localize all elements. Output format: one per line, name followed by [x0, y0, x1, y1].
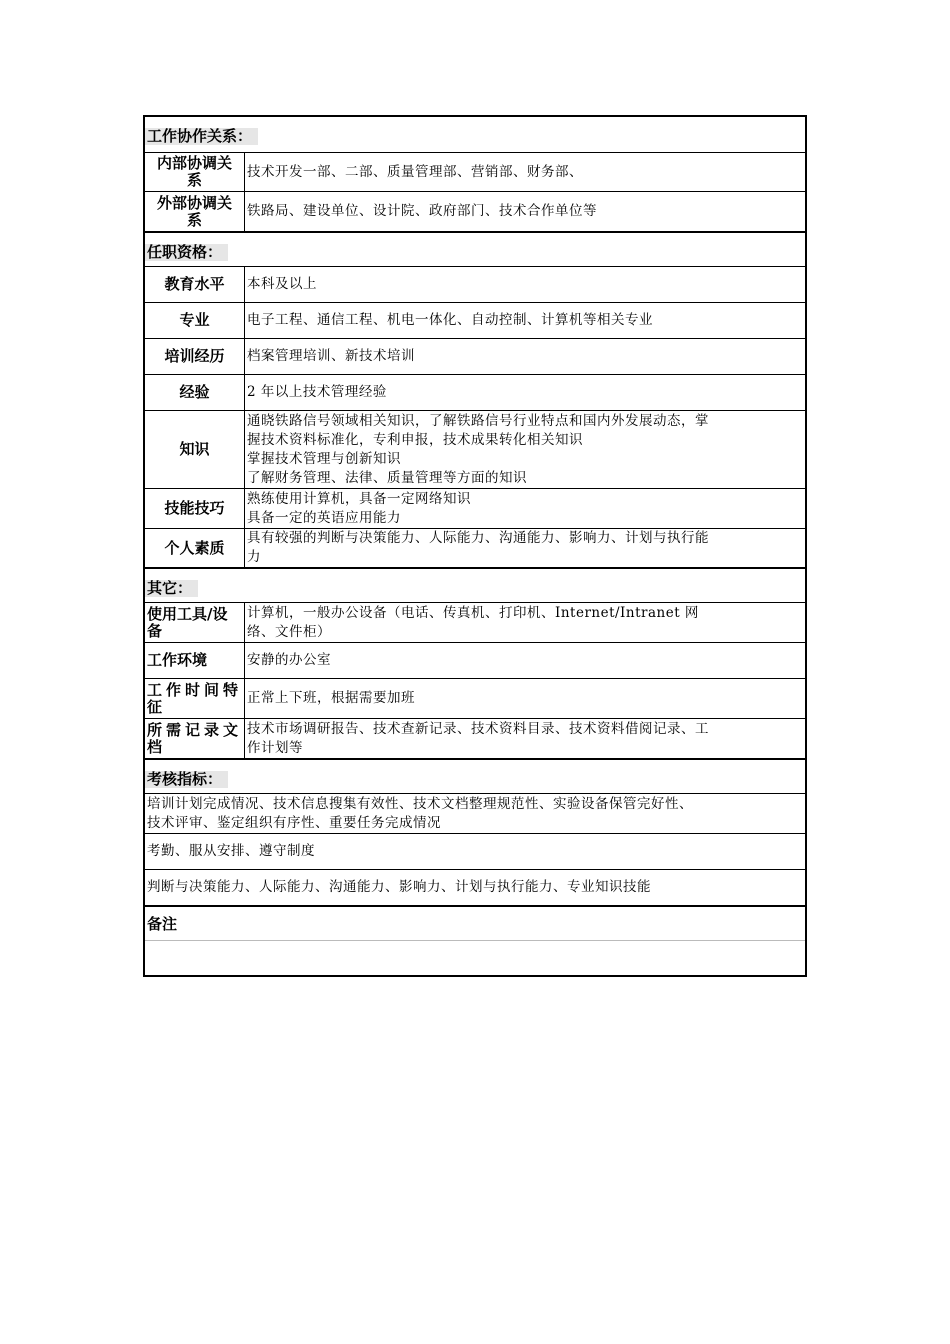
section-title: 考核指标： — [145, 771, 228, 788]
tools-line: 计算机，一般办公设备（电话、传真机、打印机、Internet/Intranet 网 — [247, 604, 699, 621]
personal-line: 力 — [247, 549, 261, 565]
row-remarks — [145, 940, 805, 975]
records-line: 技术市场调研报告、技术查新记录、技术资料目录、技术资料借阅记录、工 — [247, 720, 709, 737]
row-worktime — [145, 678, 805, 718]
section-header-collaboration — [145, 117, 805, 152]
label-internal-coordination: 内部协调关 系 — [145, 153, 245, 191]
label-experience: 经验 — [145, 375, 245, 410]
assessment-item: 考勤、服从安排、遵守制度 — [147, 843, 315, 859]
section-header-other — [145, 567, 805, 602]
tools-line: 络、文件柜） — [247, 623, 331, 640]
value-external-coordination: 铁路局、建设单位、设计院、政府部门、技术合作单位等 — [247, 203, 597, 219]
section-title: 任职资格： — [145, 244, 228, 261]
row-records — [145, 718, 805, 758]
label-training: 培训经历 — [145, 339, 245, 374]
knowledge-line: 通晓铁路信号领域相关知识，了解铁路信号行业特点和国内外发展动态，掌 — [247, 412, 709, 429]
skills-line: 具备一定的英语应用能力 — [247, 509, 401, 526]
row-internal-coordination — [145, 152, 805, 191]
value-education: 本科及以上 — [247, 276, 317, 292]
row-assessment-3 — [145, 869, 805, 905]
label-worktime: 工作时间特 征 — [145, 679, 245, 718]
row-environment — [145, 642, 805, 678]
value-training: 档案管理培训、新技术培训 — [247, 348, 415, 364]
assessment-item: 培训计划完成情况、技术信息搜集有效性、技术文档整理规范性、实验设备保管完好性、 技术评审、鉴定组织有序性、重要任务完成情况 — [147, 795, 693, 831]
section-title: 备注 — [147, 915, 178, 933]
row-personal-quality — [145, 528, 805, 567]
records-line: 作计划等 — [247, 739, 303, 756]
value-personal-quality — [245, 529, 805, 567]
label-knowledge: 知识 — [145, 411, 245, 488]
value-skills — [245, 489, 805, 528]
assessment-item: 判断与决策能力、人际能力、沟通能力、影响力、计划与执行能力、专业知识技能 — [147, 879, 651, 895]
section-title: 工作协作关系： — [145, 128, 258, 145]
label-tools: 使用工具/设 备 — [145, 603, 245, 642]
value-experience: 2 年以上技术管理经验 — [247, 384, 387, 400]
row-training — [145, 338, 805, 374]
knowledge-line: 掌握技术管理与创新知识 — [247, 450, 401, 467]
row-skills — [145, 488, 805, 528]
job-description-table — [143, 115, 807, 977]
row-assessment-1 — [145, 793, 805, 833]
label-external-coordination: 外部协调关 系 — [145, 192, 245, 231]
personal-line: 具有较强的判断与决策能力、人际能力、沟通能力、影响力、计划与执行能 — [247, 530, 709, 546]
row-education — [145, 266, 805, 302]
knowledge-line: 了解财务管理、法律、质量管理等方面的知识 — [247, 469, 527, 486]
row-tools — [145, 602, 805, 642]
value-worktime: 正常上下班，根据需要加班 — [247, 690, 415, 706]
remarks-value — [145, 941, 805, 975]
section-header-assessment — [145, 758, 805, 793]
section-title: 其它： — [145, 580, 198, 597]
skills-line: 熟练使用计算机，具备一定网络知识 — [247, 490, 471, 507]
label-environment: 工作环境 — [145, 643, 245, 678]
row-knowledge — [145, 410, 805, 488]
value-tools — [245, 603, 805, 642]
value-records — [245, 719, 805, 758]
value-knowledge — [245, 411, 805, 488]
row-external-coordination — [145, 191, 805, 231]
label-records: 所需记录文 档 — [145, 719, 245, 758]
label-personal-quality: 个人素质 — [145, 529, 245, 567]
label-education: 教育水平 — [145, 267, 245, 302]
row-experience — [145, 374, 805, 410]
row-assessment-2 — [145, 833, 805, 869]
label-major: 专业 — [145, 303, 245, 338]
knowledge-line: 握技术资料标准化，专利申报，技术成果转化相关知识 — [247, 431, 583, 448]
value-major: 电子工程、通信工程、机电一体化、自动控制、计算机等相关专业 — [247, 312, 653, 328]
section-header-qualification — [145, 231, 805, 266]
label-skills: 技能技巧 — [145, 489, 245, 528]
row-major — [145, 302, 805, 338]
value-internal-coordination: 技术开发一部、二部、质量管理部、营销部、财务部、 — [247, 163, 583, 180]
section-header-remarks — [145, 905, 805, 940]
value-environment: 安静的办公室 — [247, 652, 331, 668]
